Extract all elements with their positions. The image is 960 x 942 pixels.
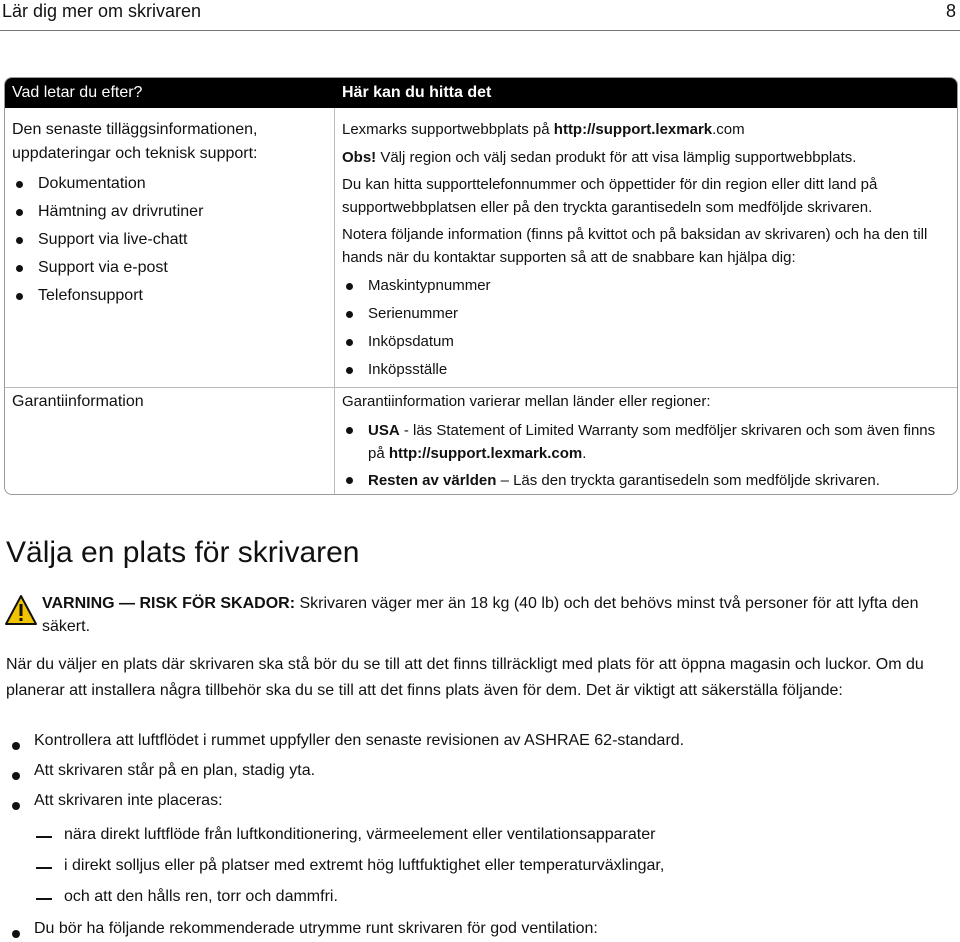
list-item xyxy=(342,469,954,492)
obs-note xyxy=(342,146,954,169)
list-item xyxy=(342,419,954,465)
warning-block xyxy=(4,592,954,638)
list-item: Support via live-chatt xyxy=(12,226,328,254)
table-header-row xyxy=(5,78,957,108)
usa-label: USA xyxy=(368,422,400,439)
list-item: Maskintypnummer xyxy=(342,272,954,300)
warning-triangle-icon xyxy=(4,594,38,626)
support-site-line xyxy=(342,118,954,141)
header-title: Lär dig mer om skrivaren xyxy=(2,0,202,21)
row1-left-cell xyxy=(12,118,328,310)
rest-text: – Läs den tryckta garantisedeln som medföljde skrivaren. xyxy=(496,472,880,489)
list-item: Inköpsdatum xyxy=(342,328,954,356)
list-item: Hämtning av drivrutiner xyxy=(12,198,328,226)
warranty-intro: Garantiinformation varierar mellan länder eller regioner: xyxy=(342,393,711,410)
row2-left-cell xyxy=(12,390,328,414)
sub-list-item xyxy=(36,826,655,844)
obs-text: Välj region och välj sedan produkt för att visa lämplig supportwebbplats. xyxy=(376,149,857,166)
col-header-what: Vad letar du efter? xyxy=(12,84,143,101)
printer-info-list xyxy=(342,272,954,384)
usa-text: - läs Statement of Limited Warranty som medföljer skrivaren och som även finns på xyxy=(368,422,936,462)
warning-text-block xyxy=(42,592,954,638)
info-table xyxy=(4,77,958,495)
sub-item-text: i direkt solljus eller på platser med extremt hög luftfuktighet eller temperaturväxlingar, xyxy=(64,857,665,874)
list-item: Att skrivaren står på en plan, stadig yta. xyxy=(6,762,956,792)
dash-marker xyxy=(36,898,52,900)
support-site-link[interactable]: http://support.lexmark xyxy=(553,121,713,138)
placement-paragraph: När du väljer en plats där skrivaren ska stå bör du se till att det finns tillräckligt med plats för att öppna magasin och luckor. Om du planerar att installera några tillbehör ska du se till att det finns plats även för dem. Det är viktigt att säkerställa följande: xyxy=(6,656,924,699)
col-header-where: Här kan du hitta det xyxy=(342,84,492,101)
sub-item-text: och att den hålls ren, torr och dammfri. xyxy=(64,888,338,905)
list-item: Inköpsställe xyxy=(342,356,954,384)
warning-text: Skrivaren väger mer än 18 kg (40 lb) och det behövs minst två personer för att lyfta den säkert. xyxy=(42,595,919,635)
row1-right-cell xyxy=(342,118,954,384)
usa-link[interactable]: http://support.lexmark.com xyxy=(388,445,583,462)
row-divider xyxy=(5,387,957,388)
sub-list-item xyxy=(36,857,664,875)
usa-end: . xyxy=(582,445,587,462)
support-site-suffix: .com xyxy=(712,121,745,138)
list-item: Dokumentation xyxy=(12,170,328,198)
phone-paragraph: Du kan hitta supporttelefonnummer och öppettider för din region eller ditt land på supportwebbplatsen eller på den tryckta garantisedeln som medföljde skrivaren. xyxy=(342,176,878,216)
warning-label: VARNING — RISK FÖR SKADOR: xyxy=(42,595,296,612)
dash-marker xyxy=(36,867,52,869)
obs-label: Obs! xyxy=(342,149,377,166)
warranty-label: Garantiinformation xyxy=(12,393,144,410)
support-site-prefix: Lexmarks supportwebbplats på xyxy=(342,121,554,138)
list-item: Telefonsupport xyxy=(12,282,328,310)
dash-marker xyxy=(36,836,52,838)
column-divider xyxy=(334,108,335,495)
support-topic-list xyxy=(12,170,328,310)
warranty-list xyxy=(342,419,954,492)
page-number: 8 xyxy=(945,0,956,21)
list-item: Du bör ha följande rekommenderade utrymme runt skrivaren för god ventilation: xyxy=(6,920,956,938)
ventilation-list xyxy=(6,920,956,938)
section-title: Välja en plats för skrivaren xyxy=(6,536,360,569)
list-item: Support via e-post xyxy=(12,254,328,282)
row1-left-intro: Den senaste tilläggsinformationen, uppdateringar och teknisk support: xyxy=(12,121,258,162)
notice-paragraph: Notera följande information (finns på kvittot och på baksidan av skrivaren) och ha den till hands när du kontaktar supporten så att de snabbare kan hjälpa dig: xyxy=(342,226,928,266)
list-item: Att skrivaren inte placeras: xyxy=(6,792,956,822)
list-item: Serienummer xyxy=(342,300,954,328)
sub-list-item xyxy=(36,888,338,906)
page-header xyxy=(0,0,960,22)
rest-label: Resten av världen xyxy=(368,472,497,489)
list-item: Kontrollera att luftflödet i rummet uppfyller den senaste revisionen av ASHRAE 62-standard. xyxy=(6,732,956,762)
row2-right-cell xyxy=(342,390,954,495)
placement-list xyxy=(6,732,956,822)
sub-item-text: nära direkt luftflöde från luftkonditionering, värmeelement eller ventilationsapparater xyxy=(64,826,656,843)
header-divider xyxy=(0,30,960,31)
